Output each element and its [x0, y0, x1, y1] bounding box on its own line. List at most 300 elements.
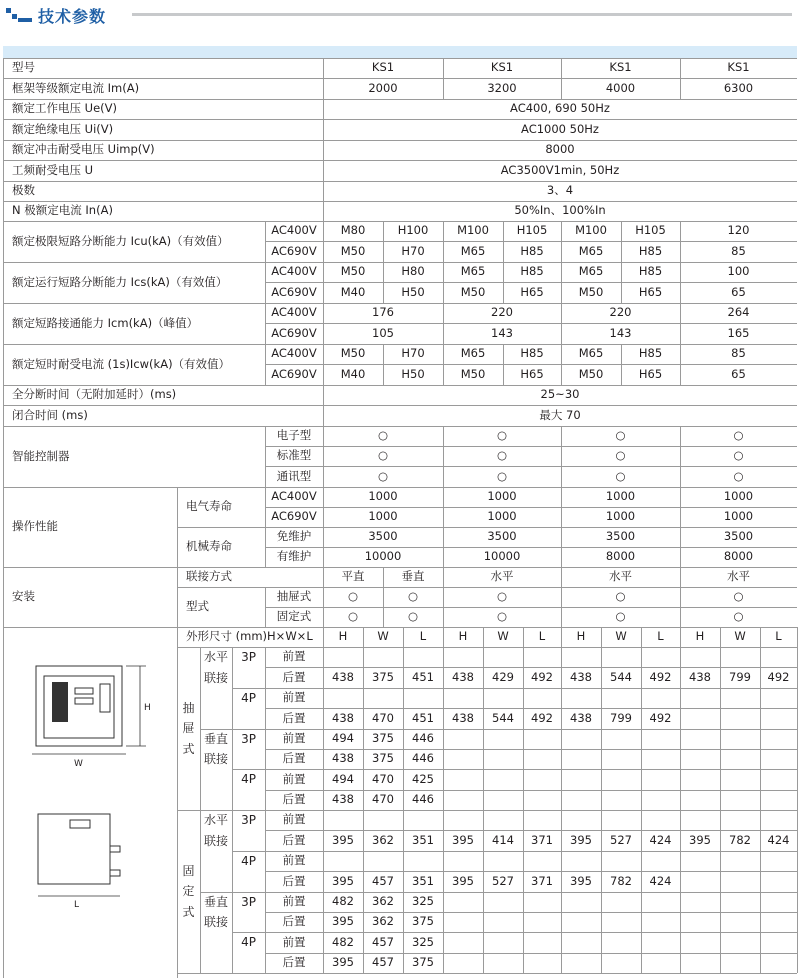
- icw-value: M50: [460, 366, 486, 381]
- icm-value: 176: [372, 305, 394, 320]
- life-value: 1000: [605, 489, 636, 504]
- voltage-ac690v: AC690V: [271, 325, 317, 340]
- dim-value: [523, 769, 561, 789]
- pole-label: 3P: [241, 894, 256, 909]
- grid-line: [265, 282, 797, 283]
- dim-value: [561, 790, 601, 810]
- pole-label: 3P: [241, 650, 256, 664]
- dim-value: [483, 729, 523, 749]
- grid-line: [561, 426, 562, 487]
- option-circle: ○: [615, 589, 626, 604]
- dim-value: 371: [531, 832, 553, 847]
- grid-line: [265, 221, 266, 262]
- life-value: 1000: [487, 509, 517, 524]
- dim-value: [403, 851, 443, 871]
- ics-value: M50: [578, 284, 604, 299]
- dim-value: [680, 790, 720, 810]
- grid-line: [265, 303, 266, 344]
- icu-value: M65: [578, 243, 604, 258]
- grid-line: [680, 647, 681, 810]
- dim-value: [483, 810, 523, 830]
- pole-label: 4P: [241, 772, 256, 787]
- label-icw: 额定短时耐受电流 (1s)Icw(kA)（有效值）: [12, 356, 231, 371]
- dim-header: L: [419, 629, 427, 644]
- dim-value: 395: [332, 955, 354, 970]
- grid-line: [523, 810, 524, 973]
- dim-value: 424: [649, 873, 672, 888]
- drawing-l-label: L: [74, 900, 80, 910]
- dim-value: [720, 912, 760, 932]
- dim-header: H: [695, 629, 705, 644]
- dim-value: [760, 871, 797, 891]
- dim-value: [403, 810, 443, 830]
- icu-value: M50: [340, 243, 366, 258]
- icu-value: H100: [397, 223, 429, 238]
- dim-value: 438: [689, 669, 711, 684]
- option-circle: ○: [496, 589, 508, 604]
- grid-line: [483, 627, 484, 647]
- grid-line: [232, 688, 265, 689]
- dim-value: [483, 790, 523, 810]
- grid-line: [680, 221, 681, 262]
- option-circle: ○: [496, 469, 508, 484]
- dim-value: [760, 851, 797, 871]
- ui-value: AC1000 50Hz: [521, 121, 599, 136]
- horizontal-conn-label: 水平联接: [203, 650, 228, 685]
- grid-line: [177, 587, 797, 588]
- op-sub-label: AC400V: [271, 489, 317, 504]
- grid-line: [561, 58, 562, 99]
- icw-value: 65: [731, 366, 746, 381]
- frame-current-value: 4000: [605, 80, 636, 95]
- life-value: 10000: [364, 549, 402, 564]
- dim-header: H: [458, 629, 468, 644]
- connection-value: 垂直: [401, 569, 425, 584]
- icw-value: H65: [638, 366, 663, 381]
- dim-value: [680, 851, 720, 871]
- dim-value: [601, 932, 641, 952]
- grid-line: [383, 262, 384, 303]
- label-ue: 额定工作电压 Ue(V): [12, 101, 117, 116]
- dim-value: [561, 647, 601, 667]
- dim-value: 362: [372, 832, 394, 847]
- ics-value: H65: [638, 284, 663, 299]
- label-n-pole: N 极额定电流 In(A): [12, 203, 113, 218]
- dim-value: [363, 810, 403, 830]
- grid-line: [383, 344, 384, 385]
- grid-line: [265, 241, 797, 242]
- grid-line: [443, 627, 444, 647]
- dim-header: W: [734, 629, 746, 644]
- option-circle: ○: [615, 428, 626, 443]
- dim-value: 782: [729, 832, 751, 847]
- ics-value: H85: [520, 264, 544, 279]
- icm-value: 143: [491, 325, 513, 340]
- grid-line: [760, 647, 761, 810]
- grid-line: [265, 323, 797, 324]
- life-value: 1000: [487, 489, 517, 504]
- drawing-h-label: H: [144, 703, 151, 713]
- grid-line: [720, 627, 721, 647]
- dim-value: 414: [492, 832, 514, 847]
- grid-line: [200, 892, 265, 893]
- dim-value: 494: [332, 731, 354, 746]
- dim-value: [523, 810, 561, 830]
- grid-line: [323, 221, 324, 262]
- ics-value: M50: [460, 284, 486, 299]
- grid-line: [680, 810, 681, 973]
- grid-line: [561, 567, 562, 627]
- position-label: 前置: [282, 934, 306, 949]
- grid-line: [483, 647, 484, 810]
- drawout-label: 抽屉式: [182, 700, 195, 756]
- icw-value: M50: [578, 366, 604, 381]
- grid-line: [601, 627, 602, 647]
- dim-value: [720, 749, 760, 769]
- option-circle: ○: [347, 609, 359, 624]
- u-freq-value: AC3500V1min, 50Hz: [500, 162, 620, 177]
- dim-value: 527: [610, 832, 632, 847]
- icu-value: M80: [340, 223, 366, 238]
- dim-value: [601, 810, 641, 830]
- dim-value: [403, 688, 443, 708]
- dim-value: 375: [372, 751, 394, 766]
- option-circle: ○: [733, 469, 744, 484]
- grid-line: [363, 627, 364, 647]
- controller-type: 通讯型: [276, 469, 312, 484]
- dim-value: [641, 810, 680, 830]
- grid-line: [561, 627, 562, 647]
- dim-value: [760, 810, 797, 830]
- label-mech-life: 机械寿命: [186, 539, 232, 554]
- dim-value: [561, 769, 601, 789]
- label-install: 安装: [12, 589, 35, 604]
- grid-line: [323, 303, 324, 344]
- grid-line: [177, 567, 178, 627]
- ics-value: H50: [401, 284, 425, 299]
- pole-label: 4P: [241, 935, 256, 950]
- grid-line: [403, 647, 404, 810]
- option-circle: ○: [733, 448, 744, 463]
- dim-value: [760, 912, 797, 932]
- grid-line: [561, 810, 562, 973]
- grid-line: [561, 262, 562, 303]
- voltage-ac400v: AC400V: [271, 223, 317, 238]
- grid-line: [561, 487, 562, 567]
- vertical-conn-label: 垂直联接: [203, 894, 228, 930]
- dim-header: L: [538, 629, 546, 644]
- dim-value: 544: [492, 710, 514, 725]
- install-type: 抽屉式: [276, 589, 312, 604]
- ics-value: 65: [731, 284, 746, 299]
- uimp-value: 8000: [545, 142, 575, 157]
- icw-value: H85: [520, 346, 544, 361]
- option-circle: ○: [733, 609, 744, 624]
- dim-value: 438: [452, 710, 474, 725]
- dim-value: [760, 647, 797, 667]
- dim-value: [443, 932, 483, 952]
- grid-line: [323, 567, 324, 627]
- drawing-w-label: W: [74, 759, 83, 769]
- option-circle: ○: [496, 448, 508, 463]
- dim-header: W: [377, 629, 389, 644]
- grid-line: [561, 221, 562, 262]
- grid-line: [177, 527, 797, 528]
- dim-value: [443, 912, 483, 932]
- dim-value: [483, 647, 523, 667]
- dim-value: [641, 749, 680, 769]
- grid-line: [641, 647, 642, 810]
- icu-value: 120: [727, 223, 750, 238]
- model-value: KS1: [727, 60, 750, 75]
- dim-value: [641, 647, 680, 667]
- option-circle: ○: [347, 589, 359, 604]
- dim-value: 446: [412, 731, 434, 746]
- grid-line: [265, 344, 266, 385]
- dim-value: [720, 647, 760, 667]
- close-time-value: 最大 70: [539, 407, 581, 422]
- dim-value: 395: [570, 873, 592, 888]
- icm-value: 143: [609, 325, 632, 340]
- grid-line: [680, 567, 681, 627]
- life-value: 10000: [483, 549, 521, 564]
- dim-value: 492: [531, 669, 553, 684]
- dim-value: [601, 912, 641, 932]
- grid-line: [443, 426, 444, 487]
- dim-value: [483, 749, 523, 769]
- dim-value: 438: [452, 669, 474, 684]
- life-value: 1000: [368, 509, 398, 524]
- dim-value: 799: [610, 710, 632, 725]
- option-circle: ○: [377, 469, 389, 484]
- op-sub-label: AC690V: [271, 509, 317, 524]
- voltage-ac400v: AC400V: [271, 346, 317, 361]
- dim-value: [680, 749, 720, 769]
- dim-value: [323, 851, 363, 871]
- dim-value: 429: [492, 669, 514, 684]
- dim-value: [641, 688, 680, 708]
- grid-line: [720, 647, 721, 810]
- dim-value: 395: [332, 914, 354, 929]
- grid-line: [561, 303, 562, 344]
- dim-value: [720, 688, 760, 708]
- icu-value: H105: [516, 223, 548, 238]
- life-value: 8000: [723, 549, 754, 564]
- dim-value: 457: [372, 934, 394, 949]
- grid-line: [3, 58, 4, 978]
- frame-current-value: 6300: [723, 80, 754, 95]
- dim-value: [680, 953, 720, 973]
- dim-value: [680, 647, 720, 667]
- dim-value: [720, 953, 760, 973]
- dim-value: [720, 892, 760, 912]
- dim-value: [641, 912, 680, 932]
- pole-label: 4P: [241, 690, 256, 705]
- controller-type: 标准型: [276, 448, 312, 463]
- grid-line: [760, 627, 761, 647]
- grid-line: [443, 221, 444, 262]
- dim-value: 782: [610, 873, 632, 888]
- dim-value: 362: [372, 914, 394, 929]
- grid-line: [323, 810, 324, 973]
- position-label: 前置: [282, 690, 306, 705]
- dim-value: 395: [452, 832, 474, 847]
- op-sub-label: 免维护: [276, 529, 312, 544]
- grid-line: [621, 221, 622, 262]
- option-circle: ○: [615, 448, 626, 463]
- grid-line: [232, 769, 265, 770]
- controller-type: 电子型: [276, 428, 312, 443]
- voltage-ac690v: AC690V: [271, 243, 317, 258]
- dim-value: [443, 892, 483, 912]
- dim-value: [601, 851, 641, 871]
- label-dims: 外形尺寸 (mm)H×W×L: [186, 629, 313, 644]
- option-circle: ○: [407, 609, 419, 624]
- dim-value: [523, 953, 561, 973]
- option-circle: ○: [407, 589, 419, 604]
- grid-line: [383, 567, 384, 627]
- icw-value: H65: [520, 366, 544, 381]
- dim-value: [443, 688, 483, 708]
- position-label: 前置: [282, 853, 306, 868]
- frame-current-value: 3200: [487, 80, 517, 95]
- ics-value: M65: [578, 264, 604, 279]
- dim-value: [601, 892, 641, 912]
- dim-value: 492: [649, 669, 672, 684]
- grid-line: [621, 344, 622, 385]
- dim-value: [483, 688, 523, 708]
- dim-value: [720, 769, 760, 789]
- icw-value: M40: [340, 366, 366, 381]
- grid-line: [443, 810, 444, 973]
- grid-line: [680, 58, 681, 99]
- grid-line: [680, 262, 681, 303]
- dim-header: H: [576, 629, 586, 644]
- dim-value: 470: [372, 792, 394, 807]
- icw-value: M65: [578, 346, 604, 361]
- dim-value: 438: [332, 710, 354, 725]
- dim-value: [641, 953, 680, 973]
- grid-line: [3, 58, 797, 59]
- dim-value: [443, 769, 483, 789]
- dim-value: [483, 769, 523, 789]
- dim-value: 482: [332, 934, 354, 949]
- dim-value: [323, 688, 363, 708]
- dim-value: [403, 647, 443, 667]
- grid-line: [265, 547, 797, 548]
- label-ui: 额定绝缘电压 Ui(V): [12, 121, 114, 136]
- dim-value: [680, 708, 720, 728]
- connection-value: 水平: [727, 569, 750, 584]
- grid-line: [760, 810, 761, 973]
- pole-label: 4P: [241, 853, 256, 868]
- label-controller: 智能控制器: [12, 448, 70, 463]
- grid-line: [561, 647, 562, 810]
- option-circle: ○: [496, 609, 508, 624]
- dim-value: 375: [372, 669, 394, 684]
- life-value: 3500: [368, 529, 398, 544]
- dim-value: 492: [649, 710, 672, 725]
- dim-value: 362: [372, 894, 394, 909]
- label-ics: 额定运行短路分断能力 Ics(kA)（有效值）: [12, 274, 228, 289]
- grid-line: [265, 647, 266, 810]
- dim-value: [483, 912, 523, 932]
- dim-value: 351: [412, 832, 434, 847]
- model-value: KS1: [490, 60, 514, 75]
- dim-header: L: [775, 629, 782, 644]
- dim-value: [561, 749, 601, 769]
- voltage-ac400v: AC400V: [271, 264, 317, 279]
- dim-value: [443, 851, 483, 871]
- grid-line: [265, 587, 266, 627]
- position-label: 前置: [282, 649, 306, 664]
- connection-value: 平直: [341, 569, 365, 584]
- label-break-time: 全分断时间（无附加延时）(ms): [12, 387, 177, 402]
- grid-line: [503, 262, 504, 303]
- ue-value: AC400, 690 50Hz: [510, 101, 610, 116]
- position-label: 后置: [282, 751, 306, 766]
- dim-value: 438: [570, 710, 592, 725]
- life-value: 1000: [368, 489, 398, 504]
- grid-line: [323, 262, 324, 303]
- dim-value: [561, 953, 601, 973]
- fixed-outline-drawing: [30, 800, 160, 910]
- grid-line: [323, 385, 324, 426]
- dim-value: [363, 851, 403, 871]
- frame-current-value: 2000: [368, 80, 398, 95]
- dim-value: [680, 688, 720, 708]
- dim-value: [760, 749, 797, 769]
- icu-value: H85: [520, 243, 544, 258]
- dim-value: [641, 769, 680, 789]
- dim-value: [641, 892, 680, 912]
- dim-header: W: [615, 629, 627, 644]
- position-label: 后置: [282, 792, 306, 807]
- position-label: 前置: [282, 812, 306, 827]
- dim-value: 325: [412, 934, 434, 949]
- dim-value: 544: [610, 669, 632, 684]
- position-label: 后置: [282, 873, 306, 888]
- dim-value: [760, 729, 797, 749]
- dim-value: [443, 729, 483, 749]
- grid-line: [561, 344, 562, 385]
- dim-value: [720, 871, 760, 891]
- dim-value: [641, 729, 680, 749]
- dim-value: [483, 953, 523, 973]
- grid-line: [3, 405, 797, 406]
- dim-value: [680, 932, 720, 952]
- position-label: 前置: [282, 771, 306, 786]
- grid-line: [797, 810, 798, 973]
- grid-line: [601, 647, 602, 810]
- dim-value: [523, 851, 561, 871]
- dim-value: [680, 729, 720, 749]
- dim-value: 527: [492, 873, 514, 888]
- grid-line: [443, 487, 444, 567]
- option-circle: ○: [496, 428, 508, 443]
- icm-value: 264: [727, 305, 750, 320]
- dim-value: 371: [531, 873, 553, 888]
- icu-value: H85: [638, 243, 663, 258]
- dim-value: [443, 647, 483, 667]
- option-circle: ○: [615, 469, 626, 484]
- life-value: 3500: [487, 529, 517, 544]
- dim-value: [523, 790, 561, 810]
- dim-value: [523, 729, 561, 749]
- grid-line: [363, 647, 364, 810]
- dim-value: 375: [412, 955, 434, 970]
- voltage-ac400v: AC400V: [271, 305, 317, 320]
